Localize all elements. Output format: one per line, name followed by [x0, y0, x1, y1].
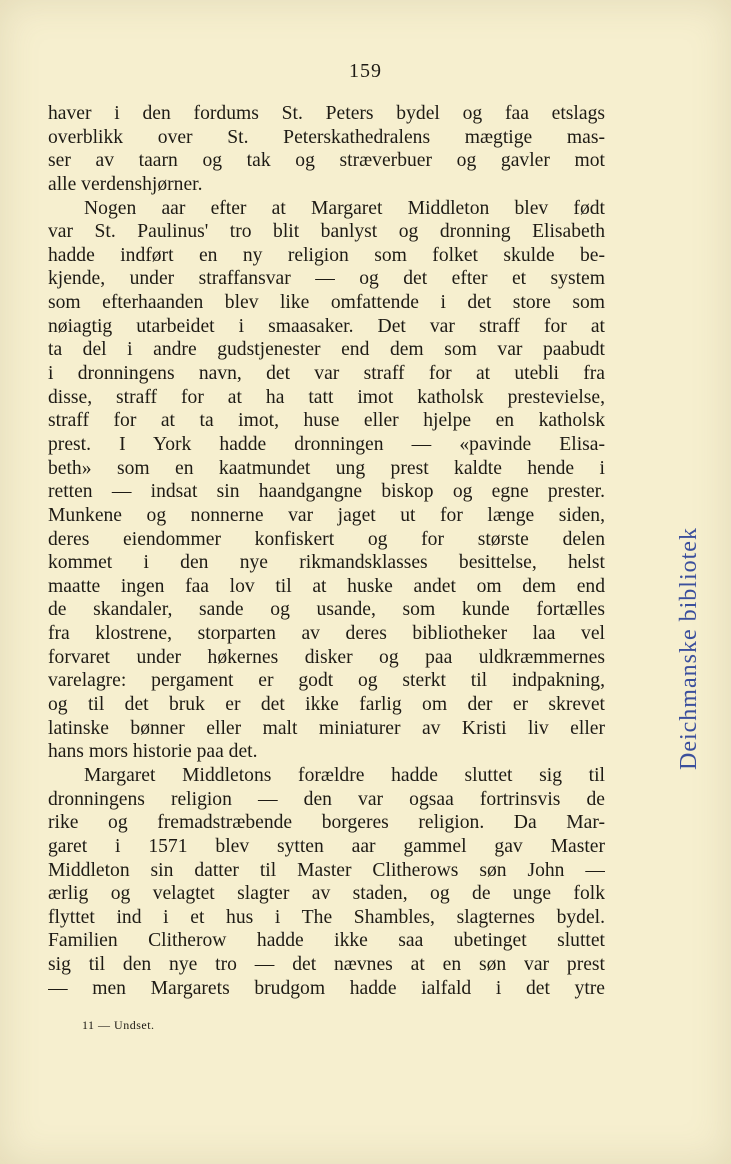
text-line: flyttet ind i et hus i The Shambles, slagternes bydel. — [48, 906, 605, 928]
text-line: nøiagtig utarbeidet i smaasaker. Det var straff for at — [48, 315, 605, 337]
text-line: garet i 1571 blev sytten aar gammel gav Master — [48, 835, 605, 857]
text-line: de skandaler, sande og usande, som kunde fortælles — [48, 599, 605, 621]
text-line: Munkene og nonnerne var jaget ut for længe siden, — [48, 504, 605, 526]
text-line: forvaret under høkernes disker og paa uldkræmmernes — [48, 646, 605, 668]
text-line: straff for at ta imot, huse eller hjelpe en katholsk — [48, 410, 605, 432]
text-line: Familien Clitherow hadde ikke saa ubetinget sluttet — [48, 930, 605, 952]
text-line: overblikk over St. Peterskathedralens mægtige mas- — [48, 126, 605, 148]
text-line: kommet i den nye rikmandsklasses besittelse, helst — [48, 552, 605, 574]
text-line: deres eiendommer konfiskert og for største delen — [48, 528, 605, 550]
body-text — [48, 102, 605, 1000]
text-line: alle verdenshjørner. — [48, 173, 203, 195]
text-line: ta del i andre gudstjenester end dem som var paabudt — [48, 339, 605, 361]
text-line: — men Margarets brudgom hadde ialfald i det ytre — [48, 977, 605, 999]
text-line: dronningens religion — den var ogsaa fortrinsvis de — [48, 788, 605, 810]
text-line: prest. I York hadde dronningen — «pavinde Elisa- — [48, 433, 605, 455]
text-line: var St. Paulinus' tro blit banlyst og dronning Elisabeth — [48, 221, 605, 243]
text-line: hans mors historie paa det. — [48, 741, 258, 763]
text-line: ærlig og velagtet slagter av staden, og de unge folk — [48, 883, 605, 905]
page-number: 159 — [349, 60, 382, 82]
library-stamp: Deichmanske bibliotek — [676, 527, 702, 770]
text-line: retten — indsat sin haandgangne biskop og egne prester. — [48, 481, 605, 503]
text-line: sig til den nye tro — det nævnes at en søn var prest — [48, 954, 605, 976]
text-line: latinske bønner eller malt miniaturer av Kristi liv eller — [48, 717, 605, 739]
text-line: Nogen aar efter at Margaret Middleton blev født — [84, 197, 605, 219]
signature-footnote: 11 — Undset. — [82, 1018, 155, 1032]
text-line: beth» som en kaatmundet ung prest kaldte hende i — [48, 457, 605, 479]
text-line: ser av taarn og tak og stræverbuer og gavler mot — [48, 150, 605, 172]
text-line: og til det bruk er det ikke farlig om der er skrevet — [48, 694, 605, 716]
text-line: disse, straff for at ha tatt imot katholsk prestevielse, — [48, 386, 605, 408]
text-line: haver i den fordums St. Peters bydel og faa etslags — [48, 103, 605, 124]
text-line: som efterhaanden blev like omfattende i det store som — [48, 292, 605, 314]
text-line: maatte ingen faa lov til at huske andet om dem end — [48, 575, 605, 597]
text-line: varelagre: pergament er godt og sterkt til indpakning, — [48, 670, 605, 692]
text-line: i dronningens navn, det var straff for at utebli fra — [48, 363, 605, 385]
text-line: fra klostrene, storparten av deres bibliotheker laa vel — [48, 623, 605, 645]
text-line: Middleton sin datter til Master Clitherows søn John — — [48, 859, 605, 881]
text-line: kjende, under straffansvar — og det efter et system — [48, 268, 605, 290]
text-line: Margaret Middletons forældre hadde sluttet sig til — [84, 764, 605, 786]
text-line: hadde indført en ny religion som folket skulde be- — [48, 244, 605, 266]
text-line: rike og fremadstræbende borgeres religion. Da Mar- — [48, 812, 605, 834]
